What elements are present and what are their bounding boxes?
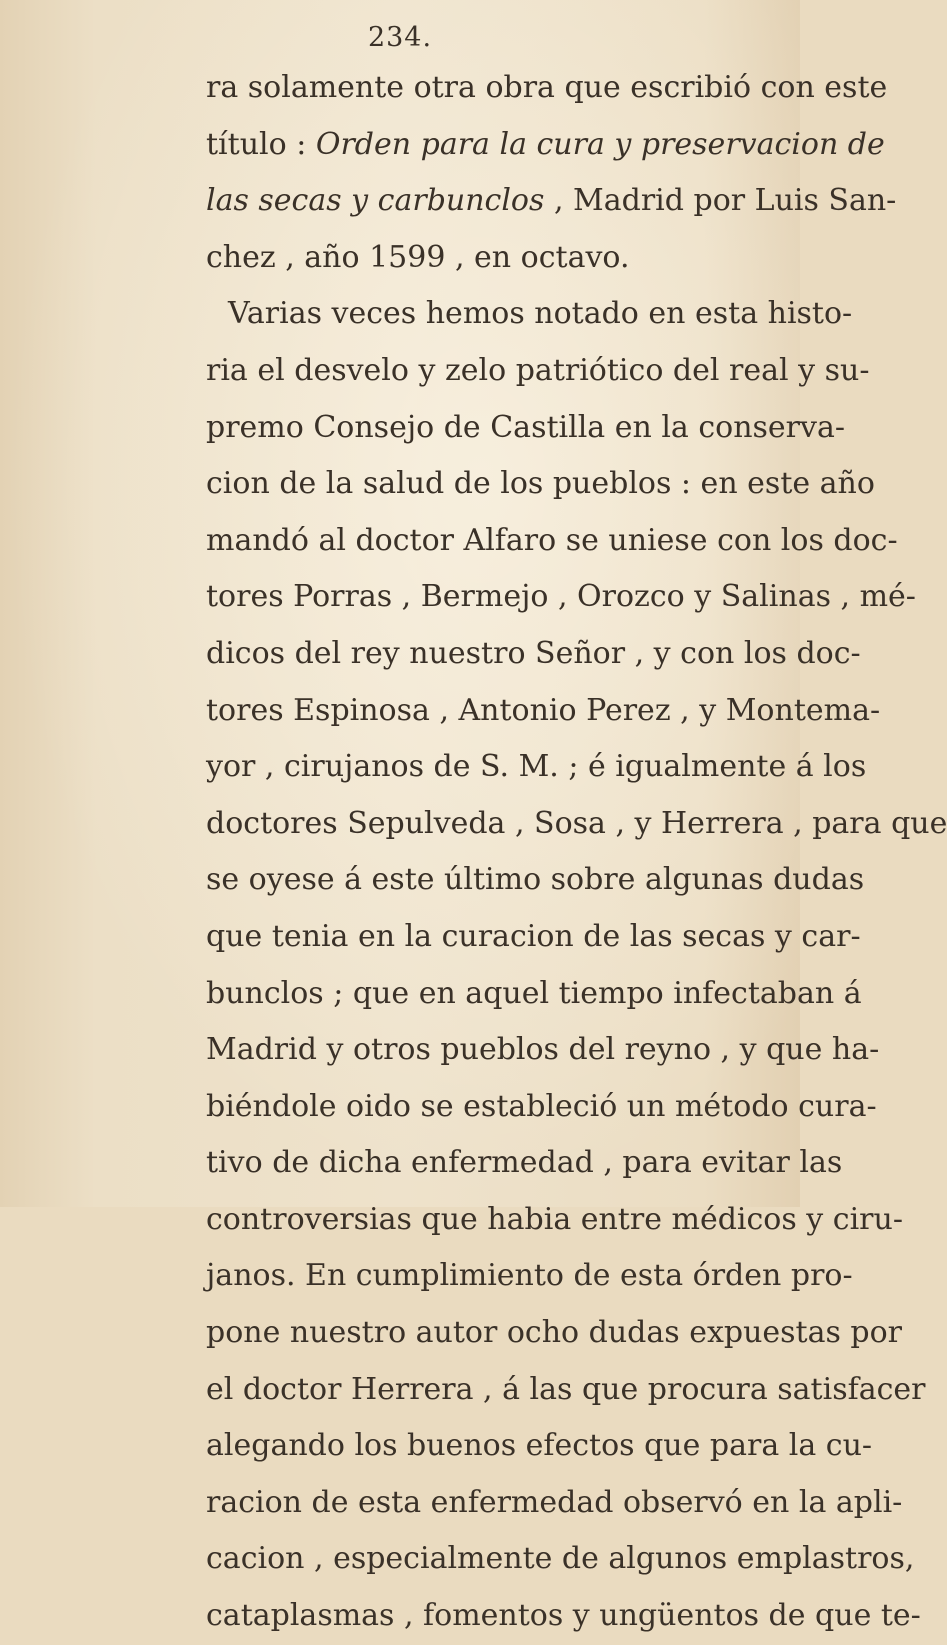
text-line: yor , cirujanos de S. M. ; é igualmente á los [206,749,867,785]
text-line: mandó al doctor Alfaro se uniese con los doc- [206,522,898,558]
text-line: cataplasmas , fomentos y ungüentos de que te- [206,1598,921,1634]
text-line: doctores Sepulveda , Sosa , y Herrera , para que [206,805,947,841]
text-line: tores Espinosa , Antonio Perez , y Montema- [206,692,881,728]
text-line: racion de esta enfermedad observó en la apli- [206,1484,903,1520]
text-line: cacion , especialmente de algunos emplastros, [206,1541,915,1577]
text-line [206,173,897,230]
text-line: alegando los buenos efectos que para la cu- [206,1428,873,1464]
italic-title: las secas y carbunclos [206,183,545,219]
text-line: Varias veces hemos notado en esta histo- [228,296,853,332]
text-line: tores Porras , Bermejo , Orozco y Salinas , mé- [206,579,916,615]
text-line: tivo de dicha enfermedad , para evitar las [206,1145,843,1181]
text-line: el doctor Herrera , á las que procura satisfacer [206,1371,926,1407]
body-text [206,60,947,1645]
text-line: ria el desvelo y zelo patriótico del real y su- [206,352,870,388]
text-line: que tenia en la curacion de las secas y car- [206,918,861,954]
text-line: ra solamente otra obra que escribió con este [206,70,888,105]
text-line: chez , año 1599 , en octavo. [206,239,630,275]
text-segment: título : [206,126,316,162]
text-line: se oyese á este último sobre algunas dudas [206,862,865,898]
text-line: janos. En cumplimiento de esta órden pro- [206,1258,853,1294]
text-line: cion de la salud de los pueblos : en este año [206,466,875,502]
text-segment: , Madrid por Luis San- [544,183,897,219]
text-line: pone nuestro autor ocho dudas expuestas por [206,1315,903,1351]
text-line [206,117,885,174]
text-line: premo Consejo de Castilla en la conserva- [206,409,845,445]
text-line: bunclos ; que en aquel tiempo infectaban á [206,975,862,1011]
italic-title: Orden para la cura y preservacion de [315,126,885,162]
page-number: 234. [367,22,433,53]
text-line: dicos del rey nuestro Señor , y con los doc- [206,635,861,671]
text-line: Madrid y otros pueblos del reyno , y que ha- [206,1032,880,1068]
text-line: biéndole oido se estableció un método cura- [206,1088,877,1124]
text-line: controversias que habia entre médicos y ciru- [206,1201,903,1237]
